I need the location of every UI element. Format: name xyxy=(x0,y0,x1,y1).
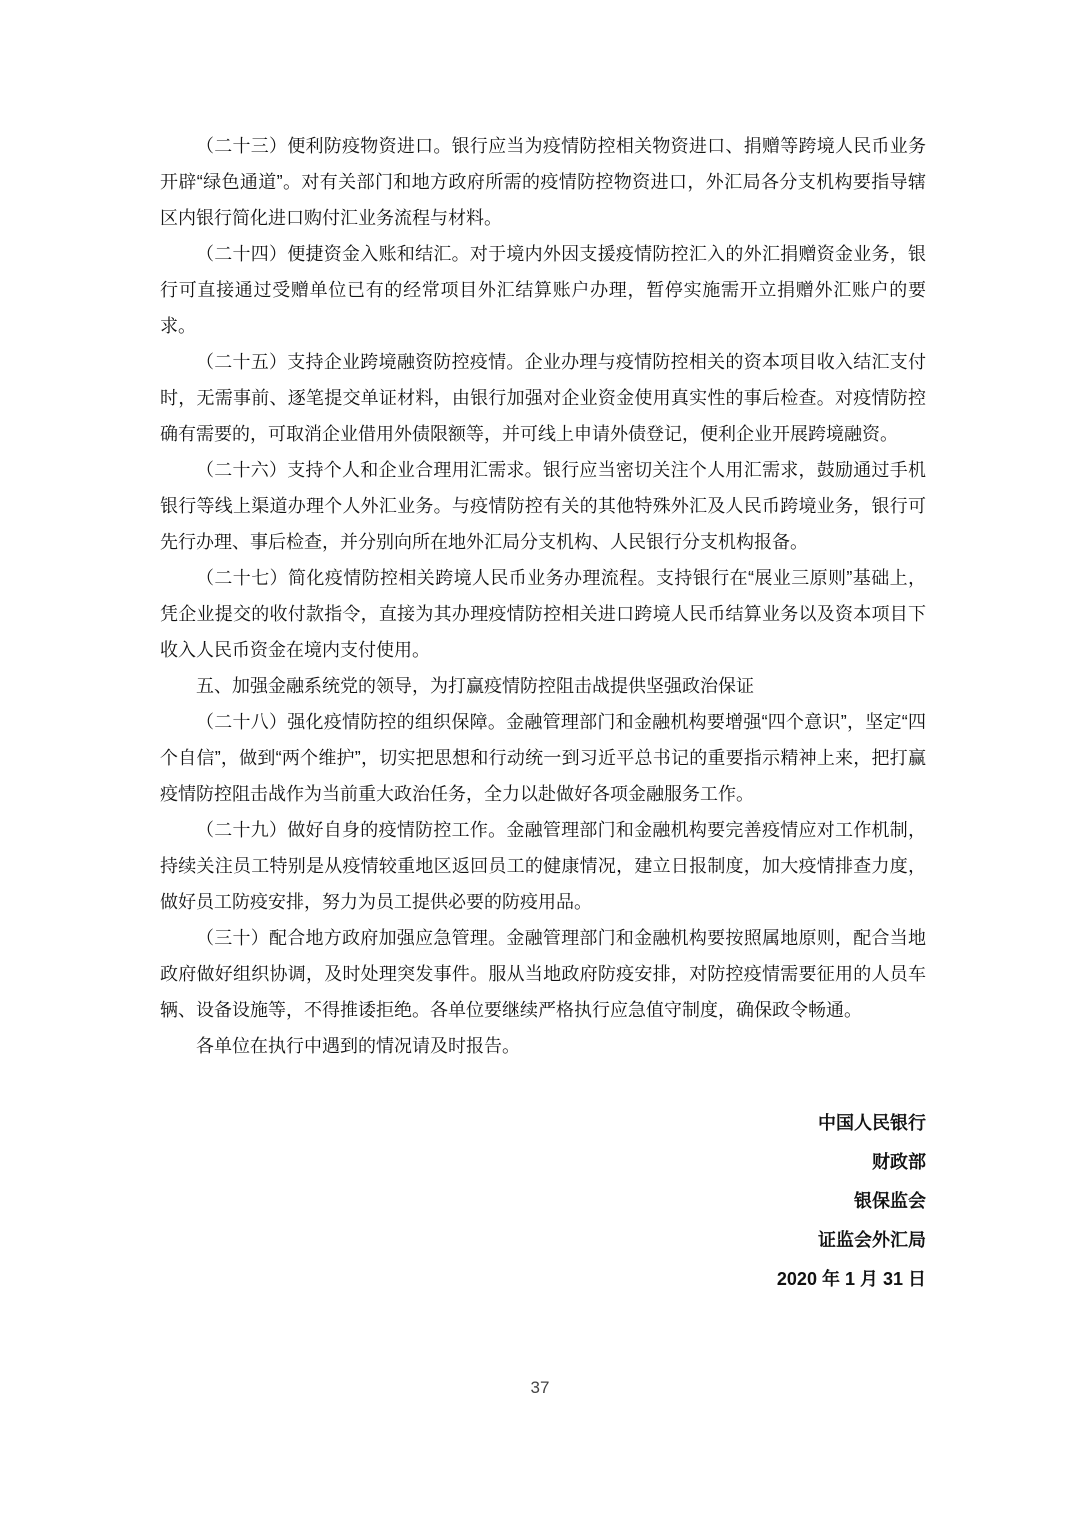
signature-date: 2020 年 1 月 31 日 xyxy=(776,1269,926,1289)
body-paragraph-28: （二十八）强化疫情防控的组织保障。金融管理部门和金融机构要增强“四个意识”，坚定“四个自信”，做到“两个维护”，切实把思想和行动统一到习近平总书记的重要指示精神上来，把打赢疫情防控阻击战作为当前重大政治任务，全力以赴做好各项金融服务工作。 xyxy=(160,712,926,804)
body-paragraph-25: （二十五）支持企业跨境融资防控疫情。企业办理与疫情防控相关的资本项目收入结汇支付时，无需事前、逐笔提交单证材料，由银行加强对企业资金使用真实性的事后检查。对疫情防控确有需要的，可取消企业借用外债限额等，并可线上申请外债登记，便利企业开展跨境融资。 xyxy=(160,352,926,444)
signature-issuer-mof: 财政部 xyxy=(872,1152,926,1172)
signature-block xyxy=(160,1104,926,1299)
body-paragraph-29: （二十九）做好自身的疫情防控工作。金融管理部门和金融机构要完善疫情应对工作机制，持续关注员工特别是从疫情较重地区返回员工的健康情况，建立日报制度，加大疫情排查力度，做好员工防疫安排，努力为员工提供必要的防疫用品。 xyxy=(160,820,926,912)
body-paragraph-30: （三十）配合地方政府加强应急管理。金融管理部门和金融机构要按照属地原则，配合当地政府做好组织协调，及时处理突发事件。服从当地政府防疫安排，对防控疫情需要征用的人员车辆、设备设施等，不得推诿拒绝。各单位要继续严格执行应急值守制度，确保政令畅通。 xyxy=(160,928,926,1020)
signature-issuer-pboc: 中国人民银行 xyxy=(818,1113,926,1133)
signature-issuer-csrc-safe: 证监会外汇局 xyxy=(818,1230,926,1250)
signature-issuer-cbirc: 银保监会 xyxy=(854,1191,926,1211)
body-paragraph-23: （二十三）便利防疫物资进口。银行应当为疫情防控相关物资进口、捐赠等跨境人民币业务开辟“绿色通道”。对有关部门和地方政府所需的疫情防控物资进口，外汇局各分支机构要指导辖区内银行简化进口购付汇业务流程与材料。 xyxy=(160,136,926,228)
body-paragraph-24: （二十四）便捷资金入账和结汇。对于境内外因支援疫情防控汇入的外汇捐赠资金业务，银行可直接通过受赠单位已有的经常项目外汇结算账户办理，暂停实施需开立捐赠外汇账户的要求。 xyxy=(160,244,926,336)
section-heading-5: 五、加强金融系统党的领导，为打赢疫情防控阻击战提供坚强政治保证 xyxy=(196,676,754,696)
body-paragraph-27: （二十七）简化疫情防控相关跨境人民币业务办理流程。支持银行在“展业三原则”基础上，凭企业提交的收付款指令，直接为其办理疫情防控相关进口跨境人民币结算业务以及资本项目下收入人民币资金在境内支付使用。 xyxy=(160,568,926,660)
body-paragraph-26: （二十六）支持个人和企业合理用汇需求。银行应当密切关注个人用汇需求，鼓励通过手机银行等线上渠道办理个人外汇业务。与疫情防控有关的其他特殊外汇及人民币跨境业务，银行可先行办理、事后检查，并分别向所在地外汇局分支机构、人民银行分支机构报备。 xyxy=(160,460,926,552)
document-body xyxy=(160,128,926,1299)
closing-paragraph: 各单位在执行中遇到的情况请及时报告。 xyxy=(196,1036,520,1056)
page-number: 37 xyxy=(530,1378,550,1397)
